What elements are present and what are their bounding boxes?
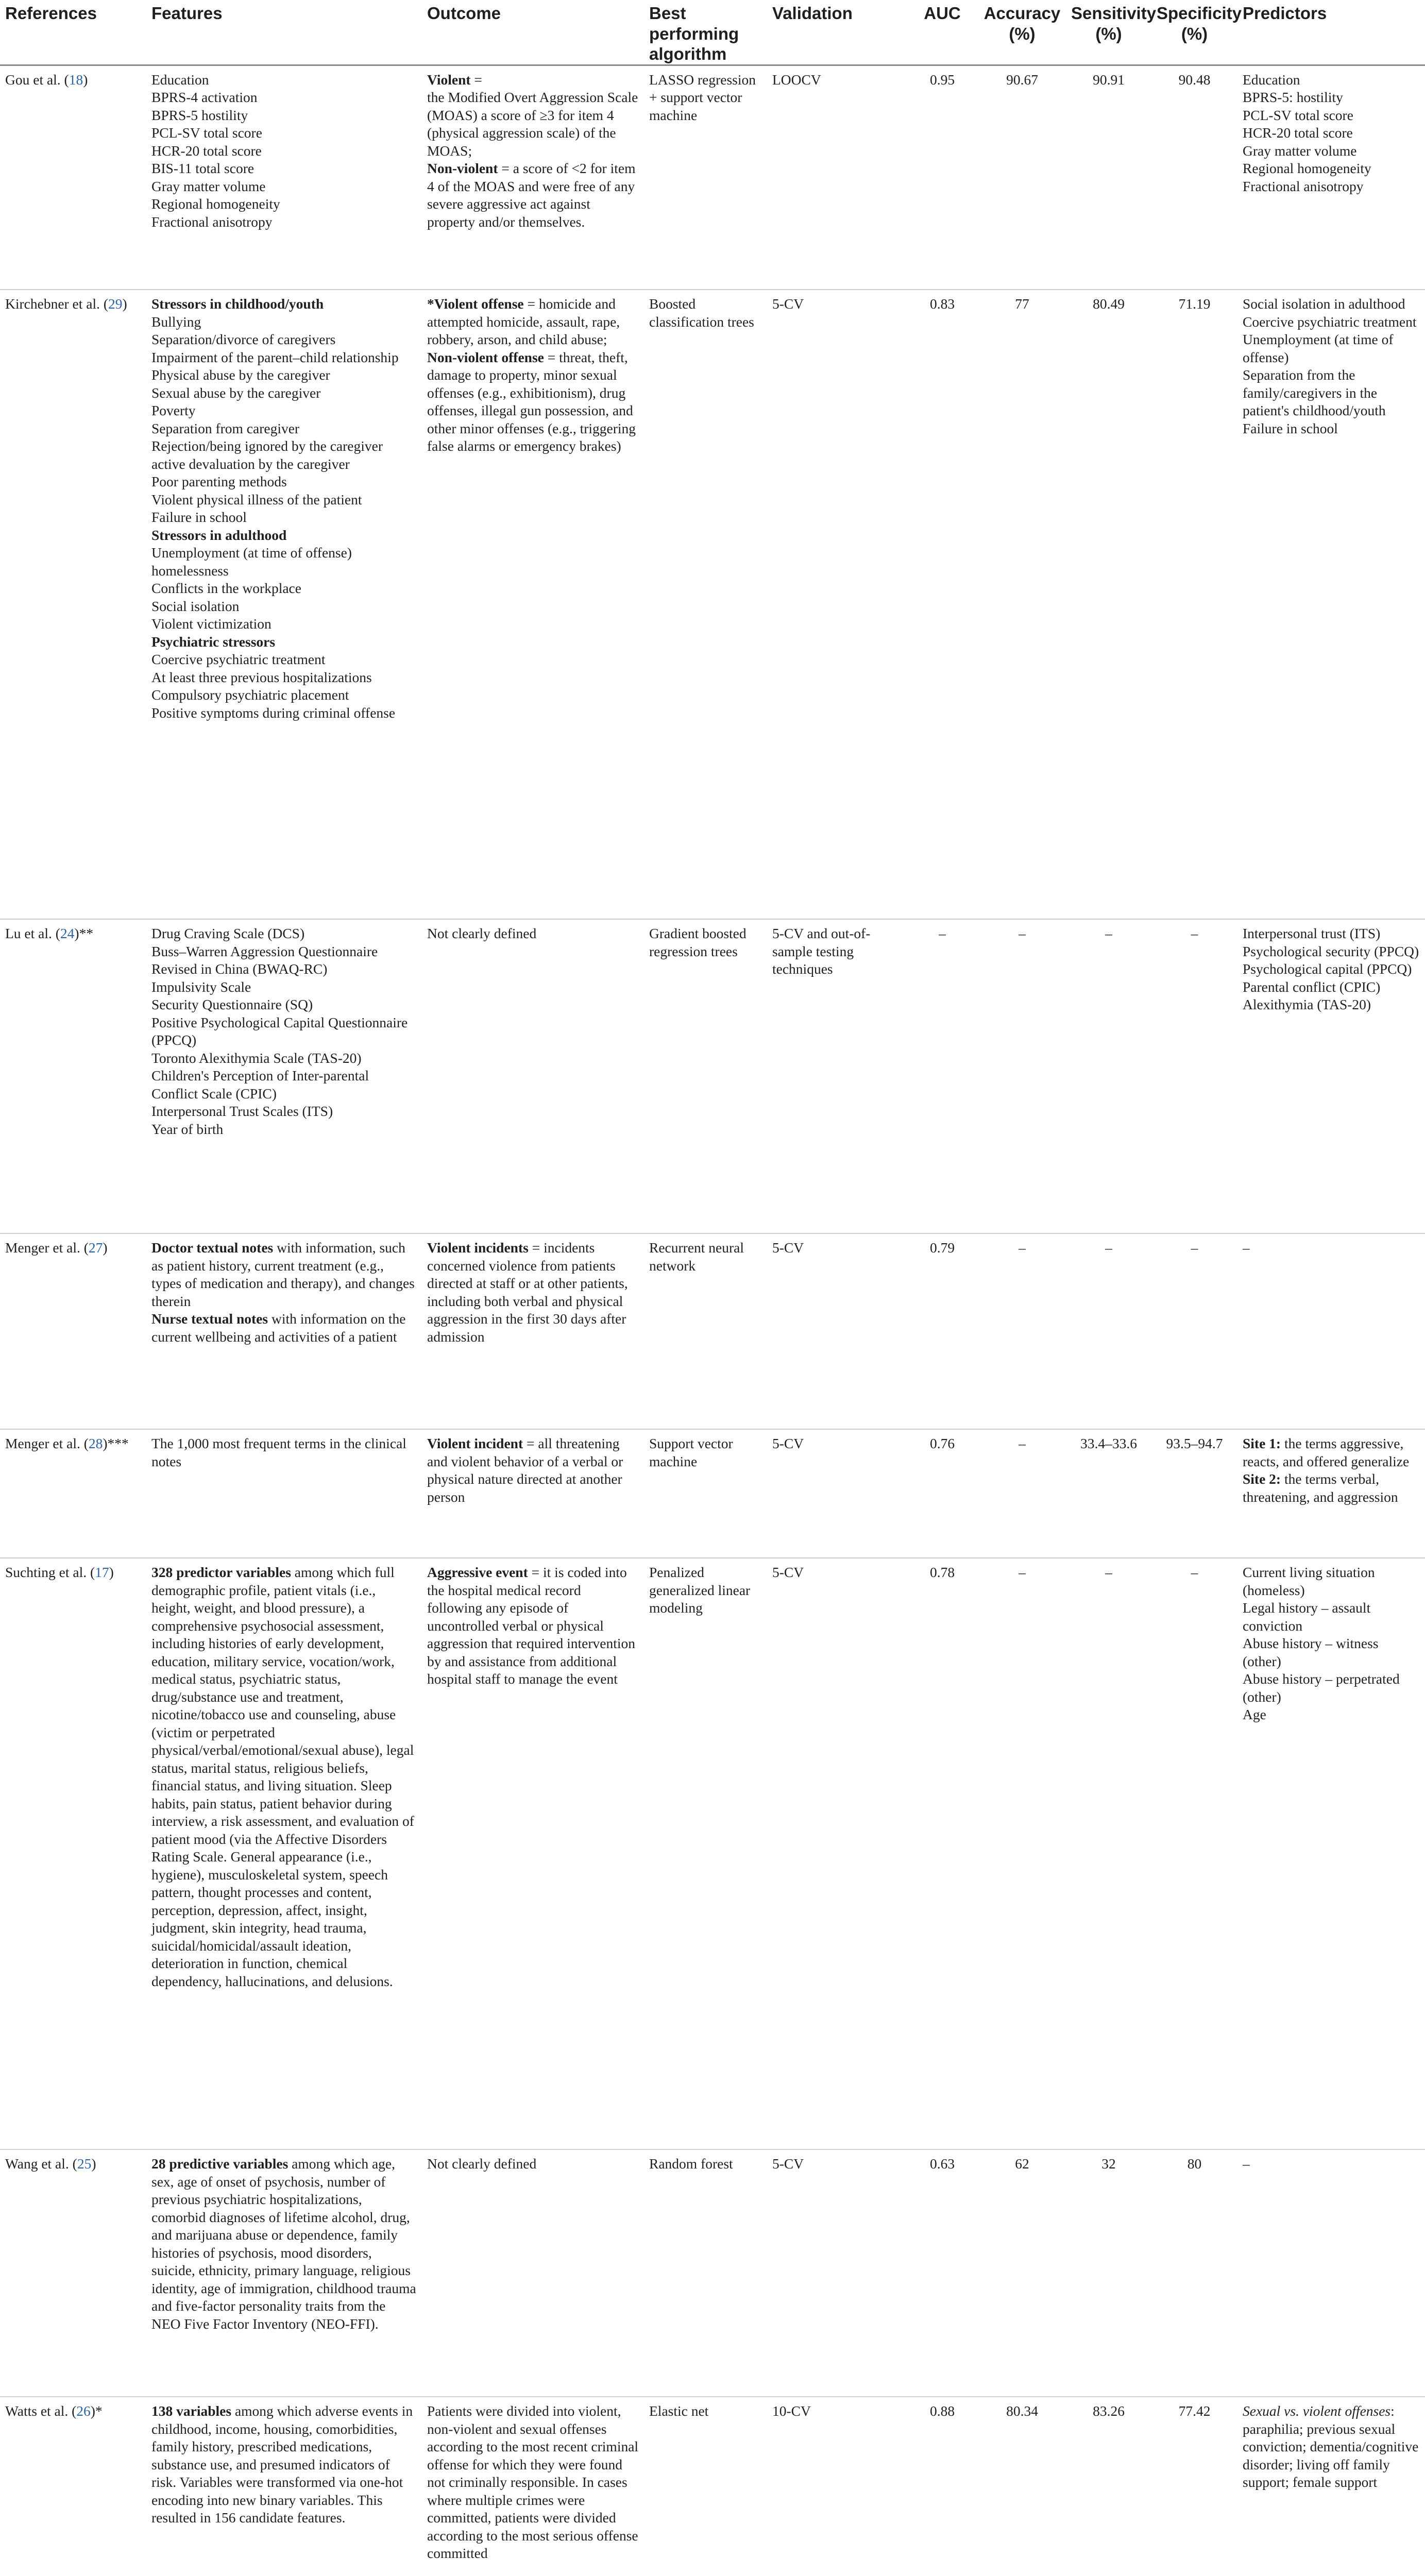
predictor-item: Interpersonal trust (ITS) [1243,925,1381,942]
outcome-definition: the Modified Overt Aggression Scale (MOAS) a score of ≥3 for item 4 (physical aggression scale) of the MOAS; [427,89,638,159]
algorithm-cell: LASSO regression + support vector machine [649,71,756,123]
feature-item: Coercive psychiatric treatment [151,651,326,668]
header-accuracy: Accuracy (%) [978,0,1066,65]
validation-cell: 5-CV [772,296,804,312]
comparison-predictors: : paraphilia; previous sexual conviction; dementia/cognitive disorder; living off family support; female support [1243,2403,1419,2490]
ref-name: Gou et al. ( [5,71,69,88]
predictor-site: Site 2: [1243,1471,1281,1487]
predictors-cell [1237,290,1425,919]
validation-cell: 10-CV [772,2403,811,2419]
accuracy-cell: – [1019,925,1026,942]
features-cell: The 1,000 most frequent terms in the clinical notes [151,1435,406,1469]
feature-item: Security Questionnaire (SQ) [151,996,313,1013]
ref-suffix: ) [83,71,88,88]
outcome-term: Non-violent [427,160,498,177]
predictor-item: Age [1243,1706,1266,1723]
feature-item: Poverty [151,402,196,419]
ref-name: Menger et al. ( [5,1240,89,1256]
feature-term: 28 predictive variables [151,2156,289,2172]
algorithm-cell: Support vector machine [649,1435,733,1469]
predictor-item: Psychological security (PPCQ) [1243,943,1419,959]
validation-cell: 5-CV and out-of-sample testing techniques [772,925,871,977]
predictor-terms: the terms aggressive, reacts, and offered generalize [1243,1435,1410,1469]
predictors-cell [1237,919,1425,1233]
specificity-cell: 90.48 [1178,71,1211,88]
outcome-cell: Patients were divided into violent, non-violent and sexual offenses according to the most recent criminal offense for which they were found not criminally responsible. In cases where multiple crimes were committed, patients were divided according to the most serious offense committed [427,2403,639,2562]
outcome-definition: = homicide and attempted homicide, assault, rape, robbery, arson, and child abuse; [427,296,620,348]
predictor-terms: the terms verbal, threatening, and aggression [1243,1471,1398,1505]
outcome-part [427,295,639,349]
accuracy-cell: 80.34 [1006,2403,1038,2419]
outcome-definition: = all threatening and violent behavior of a verbal or physical nature directed at another person [427,1435,623,1505]
outcome-part [427,89,639,160]
sensitivity-cell: 32 [1101,2156,1116,2172]
accuracy-cell: – [1019,1240,1026,1256]
predictor-item: Separation from the family/caregivers in the patient's childhood/youth [1243,367,1386,419]
outcome-term: Non-violent offense [427,349,544,365]
reference-cell [0,65,146,290]
ref-name: Suchting et al. ( [5,1564,95,1581]
predictor-item: Abuse history – witness (other) [1243,1635,1379,1669]
specificity-cell: – [1191,925,1198,942]
sensitivity-cell: 83.26 [1093,2403,1125,2419]
feature-item: Compulsory psychiatric placement [151,687,349,703]
table-row [0,1558,1425,2149]
auc-cell: 0.79 [929,1240,955,1256]
validation-cell: 5-CV [772,2156,804,2172]
algorithm-cell: Penalized generalized linear modeling [649,1564,751,1616]
feature-part [151,2155,417,2333]
table-header [0,0,1425,65]
outcome-term: Violent incidents [427,1240,529,1256]
feature-item: Violent physical illness of the patient [151,491,362,507]
header-sensitivity: Sensitivity (%) [1066,0,1151,65]
accuracy-cell: 62 [1015,2156,1029,2172]
feature-item: Failure in school [151,509,247,526]
predictors-cell: – [1243,2156,1250,2172]
predictor-item: Parental conflict (CPIC) [1243,978,1381,995]
ref-suffix: ) [103,1240,108,1256]
reference-cell [0,919,146,1233]
features-cell [146,2397,422,2576]
features-cell [146,1233,422,1429]
table-row [0,2397,1425,2576]
predictor-item: HCR-20 total score [1243,125,1353,141]
outcome-cell [422,1233,644,1429]
specificity-cell: 93.5–94.7 [1166,1435,1223,1452]
outcome-cell: Not clearly defined [427,2156,537,2172]
feature-item: Impulsivity Scale [151,978,251,995]
auc-cell: 0.83 [929,296,955,312]
outcome-definition: = threat, theft, damage to property, minor sexual offenses (e.g., exhibitionism), drug offenses, illegal gun possession, and other minor offenses (e.g., triggering false alarms or emergency brakes) [427,349,636,454]
table-row [0,1233,1425,1429]
features-cell [146,2149,422,2397]
ref-suffix: )*** [103,1435,129,1452]
outcome-part [427,71,639,89]
feature-term: Doctor textual notes [151,1240,274,1256]
feature-item: Separation from caregiver [151,420,300,436]
predictor-item: Unemployment (at time of offense) [1243,331,1394,365]
feature-description: with information, such as patient history, current treatment (e.g., types of medication and therapy), and changes therein [151,1240,415,1309]
outcome-part [427,1564,639,1688]
reference-cell [0,2149,146,2397]
predictor-item: Psychological capital (PPCQ) [1243,961,1412,977]
header-references: References [0,0,146,65]
reference-cell [0,2397,146,2576]
sensitivity-cell: – [1105,925,1112,942]
table-row [0,1429,1425,1558]
accuracy-cell: 90.67 [1006,71,1038,88]
outcome-cell [422,65,644,290]
outcome-term: Aggressive event [427,1564,528,1581]
reference-cell [0,1429,146,1558]
ref-suffix: )** [74,925,94,942]
validation-cell: 5-CV [772,1564,804,1581]
citation-link[interactable]: 29 [108,296,123,312]
auc-cell: 0.88 [929,2403,955,2419]
feature-item: Regional homogeneity [151,196,280,212]
feature-item: Fractional anisotropy [151,213,273,230]
feature-item: Poor parenting methods [151,473,287,490]
citation-link[interactable]: 26 [76,2403,91,2419]
outcome-definition: = a score of <2 for item 4 of the MOAS and were free of any severe aggressive act against property and/or themselves. [427,160,636,230]
citation-link[interactable]: 24 [60,925,75,942]
feature-item: Social isolation [151,598,240,614]
comparison-label: Sexual vs. violent offenses [1243,2403,1391,2419]
citation-link[interactable]: 17 [95,1564,109,1581]
ref-name: Watts et al. ( [5,2403,77,2419]
citation-link[interactable]: 27 [88,1240,103,1256]
header-outcome: Outcome [422,0,644,65]
feature-item: Interpersonal Trust Scales (ITS) [151,1103,333,1120]
accuracy-cell: 77 [1015,296,1029,312]
feature-description: among which age, sex, age of onset of psychosis, number of previous psychiatric hospitalizations, comorbid diagnoses of lifetime alcohol, drug, and marijuana abuse or dependence, family histories of psychosis, mood disorders, suicide, ethnicity, primary language, religious identity, age of immigration, childhood trauma and five-factor personality traits from the NEO Five Factor Inventory (NEO-FFI). [151,2156,416,2332]
feature-item: Year of birth [151,1121,224,1137]
validation-cell: 5-CV [772,1435,804,1452]
outcome-definition: = incidents concerned violence from patients directed at staff or at other patients, including both verbal and physical aggression in the first 30 days after admission [427,1240,628,1345]
outcome-term: Violent incident [427,1435,523,1452]
outcome-part [427,1435,639,1506]
feature-part [151,1564,417,1990]
predictor-item: Regional homogeneity [1243,160,1371,177]
header-algorithm: Best performing algorithm [644,0,767,65]
feature-item: Positive symptoms during criminal offense [151,704,396,721]
accuracy-cell: – [1019,1435,1026,1452]
features-cell [146,1558,422,2149]
feature-item: BPRS-4 activation [151,89,258,106]
table-body [0,65,1425,2576]
table-row [0,65,1425,290]
predictor-site: Site 1: [1243,1435,1281,1452]
feature-item: Conflicts in the workplace [151,580,301,597]
predictor-item: PCL-SV total score [1243,107,1353,123]
predictor-item: Alexithymia (TAS-20) [1243,996,1371,1013]
specificity-cell: 71.19 [1178,296,1211,312]
outcome-part [427,349,639,455]
feature-term: 138 variables [151,2403,232,2419]
header-specificity: Specificity (%) [1151,0,1237,65]
features-cell [146,65,422,290]
predictor-item: Coercive psychiatric treatment [1243,313,1417,330]
feature-description: among which full demographic profile, patient vitals (i.e., height, weight, and blood pressure), a comprehensive psychosocial assessment, including histories of early development, education, military service, vocation/work, medical status, psychiatric status, drug/substance use and treatment, nicotine/tobacco use and counseling, abuse (victim or perpetrated physical/verbal/emotional/sexual abuse), legal status, marital status, religious beliefs, financial status, and living situation. Sleep habits, pain status, patient behavior during interview, a risk assessment, and evaluation of patient mood (via the Affective Disorders Rating Scale. General appearance (i.e., hygiene), musculoskeletal system, speech pattern, thought processes and content, perception, depression, affect, insight, judgment, skin integrity, head trauma, suicidal/homicidal/assault ideation, deterioration in function, chemical dependency, hallucinations, and delusions. [151,1564,414,1989]
predictor-item: Fractional anisotropy [1243,178,1364,194]
accuracy-cell: – [1019,1564,1026,1581]
feature-item: Physical abuse by the caregiver [151,367,330,383]
feature-item: BPRS-5 hostility [151,107,248,123]
features-cell [146,919,422,1233]
predictor-part [1243,1435,1420,1470]
feature-item: Positive Psychological Capital Questionnaire (PPCQ) [151,1014,408,1048]
feature-item: PCL-SV total score [151,125,262,141]
feature-description: among which adverse events in childhood, income, housing, comorbidities, family history, prescribed medications, substance use, and presumed indicators of risk. Variables were transformed via one-hot encoding into new binary variables. This resulted in 156 candidate features. [151,2403,413,2526]
features-cell [146,290,422,919]
feature-item: Rejection/being ignored by the caregiver active devaluation by the caregiver [151,438,383,472]
outcome-cell [422,1429,644,1558]
outcome-cell: Not clearly defined [427,925,537,942]
predictors-cell [1237,1558,1425,2149]
sensitivity-cell: 90.91 [1093,71,1125,88]
outcome-definition: = it is coded into the hospital medical record following any episode of uncontrolled verbal or physical aggression that required intervention by and assistance from additional hospital staff to manage the event [427,1564,635,1687]
predictor-part [1243,1470,1420,1506]
algorithm-cell: Elastic net [649,2403,709,2419]
reference-cell [0,1558,146,2149]
predictor-item: BPRS-5: hostility [1243,89,1343,106]
ref-name: Kirchebner et al. ( [5,296,109,312]
citation-link[interactable]: 28 [88,1435,103,1452]
auc-cell: 0.78 [929,1564,955,1581]
feature-term: Nurse textual notes [151,1311,268,1327]
specificity-cell: – [1191,1240,1198,1256]
sensitivity-cell: 33.4–33.6 [1080,1435,1137,1452]
specificity-cell: 77.42 [1178,2403,1211,2419]
sensitivity-cell: 80.49 [1093,296,1125,312]
feature-item: Education [151,71,209,88]
predictors-cell: – [1243,1240,1250,1256]
feature-group-heading: Stressors in childhood/youth [151,296,324,312]
outcome-definition: = [470,71,482,88]
feature-description: with information on the current wellbeing and activities of a patient [151,1311,406,1345]
validation-cell: LOOCV [772,71,821,88]
header-features: Features [146,0,422,65]
algorithm-cell: Recurrent neural network [649,1240,744,1274]
table-row [0,290,1425,919]
auc-cell: 0.76 [929,1435,955,1452]
specificity-cell: 80 [1187,2156,1202,2172]
predictor-item: Legal history – assault conviction [1243,1600,1371,1634]
predictors-cell [1237,1429,1425,1558]
sensitivity-cell: – [1105,1240,1112,1256]
auc-cell: – [939,925,946,942]
feature-group-heading: Psychiatric stressors [151,633,276,650]
ref-suffix: ) [91,2156,96,2172]
specificity-cell: – [1191,1564,1198,1581]
predictors-cell [1237,65,1425,290]
citation-link[interactable]: 18 [69,71,83,88]
auc-cell: 0.63 [929,2156,955,2172]
feature-item: Sexual abuse by the caregiver [151,384,321,401]
validation-cell: 5-CV [772,1240,804,1256]
feature-part [151,1310,417,1346]
header-validation: Validation [767,0,906,65]
algorithm-cell: Random forest [649,2156,733,2172]
feature-item: Impairment of the parent–child relationship [151,349,399,365]
feature-item: Toronto Alexithymia Scale (TAS-20) [151,1049,362,1066]
predictor-item: Failure in school [1243,420,1338,436]
outcome-part [427,160,639,231]
citation-link[interactable]: 25 [77,2156,92,2172]
feature-part [151,2402,417,2527]
feature-item: Bullying [151,313,201,330]
outcome-term: *Violent offense [427,296,524,312]
predictor-item: Current living situation (homeless) [1243,1564,1375,1598]
algorithm-cell: Boosted classification trees [649,296,754,330]
feature-item: Gray matter volume [151,178,266,194]
outcome-cell [422,1558,644,2149]
ref-name: Menger et al. ( [5,1435,89,1452]
feature-item: Buss–Warren Aggression Questionnaire Revised in China (BWAQ-RC) [151,943,378,977]
ref-suffix: )* [90,2403,103,2419]
feature-item: At least three previous hospitalizations [151,669,372,685]
feature-item: Drug Craving Scale (DCS) [151,925,305,942]
feature-group-heading: Stressors in adulthood [151,527,287,543]
ref-suffix: ) [122,296,127,312]
table-row [0,2149,1425,2397]
feature-item: Separation/divorce of caregivers [151,331,336,348]
predictor-item: Abuse history – perpetrated (other) [1243,1671,1400,1705]
outcome-term: Violent [427,71,471,88]
feature-part [151,1239,417,1310]
header-auc: AUC [906,0,978,65]
feature-item: HCR-20 total score [151,142,262,159]
ref-name: Wang et al. ( [5,2156,77,2172]
feature-item: Unemployment (at time of offense) homelessness [151,545,352,579]
feature-item: BIS-11 total score [151,160,255,177]
feature-term: 328 predictor variables [151,1564,291,1581]
ref-name: Lu et al. ( [5,925,60,942]
auc-cell: 0.95 [929,71,955,88]
feature-item: Violent victimization [151,616,272,632]
predictor-item: Social isolation in adulthood [1243,296,1405,312]
predictor-item: Education [1243,71,1300,88]
predictors-cell [1237,2397,1425,2576]
sensitivity-cell: – [1105,1564,1112,1581]
outcome-part [427,1239,639,1346]
ref-suffix: ) [109,1564,114,1581]
reference-cell [0,290,146,919]
header-predictors: Predictors [1237,0,1425,65]
algorithm-cell: Gradient boosted regression trees [649,925,747,959]
feature-item: Children's Perception of Inter-parental Conflict Scale (CPIC) [151,1067,369,1101]
reference-cell [0,1233,146,1429]
predictor-item: Gray matter volume [1243,142,1357,159]
table-row [0,919,1425,1233]
outcome-cell [422,290,644,919]
